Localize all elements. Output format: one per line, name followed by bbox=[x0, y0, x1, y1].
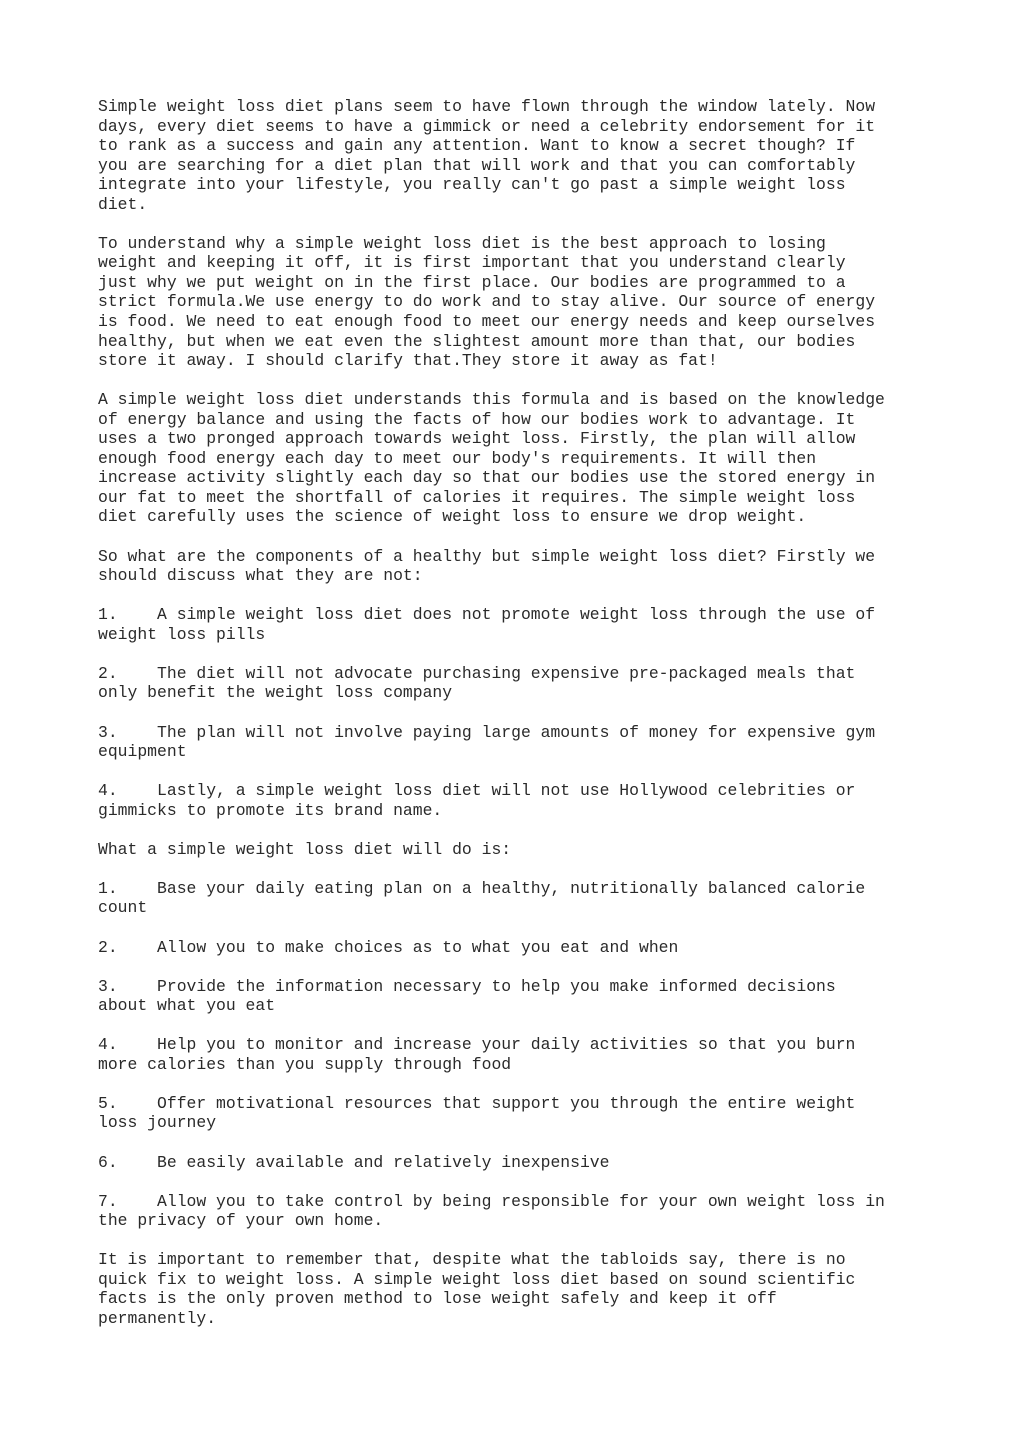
not-list-item: 3. The plan will not involve paying large amounts of money for expensive gym equipment bbox=[98, 722, 876, 762]
not-list-item: 1. A simple weight loss diet does not promote weight loss through the use of weight loss pills bbox=[98, 605, 876, 644]
do-list-item: 3. Provide the information necessary to help you make informed decisions about what you eat bbox=[98, 976, 836, 1016]
formula-paragraph: A simple weight loss diet understands this formula and is based on the knowledge of energy balance and using the facts of how our bodies work to advantage. It uses a two pronged approach towards weight loss. Firstly, the plan will allow enough food energy each day to meet our body's requirements. It will then increase activity slightly each day so that our bodies use the stored energy in our fat to meet the shortfall of calories it requires. The simple weight loss diet carefully uses the science of weight loss to ensure we drop weight. bbox=[98, 390, 885, 527]
do-list-item: 2. Allow you to make choices as to what you eat and when bbox=[98, 937, 679, 957]
conclusion-paragraph: It is important to remember that, despite what the tabloids say, there is no quick fix to weight loss. A simple weight loss diet based on sound scientific facts is the only proven method to lose weight safely and keep it off permanently. bbox=[98, 1250, 856, 1328]
intro-paragraph: Simple weight loss diet plans seem to have flown through the window lately. Now days, every diet seems to have a gimmick or need a celebrity endorsement for it to rank as a success and gain any attention. Want to know a secret though? If you are searching for a diet plan that will work and that you can comfortably integrate into your lifestyle, you really can't go past a simple weight loss diet. bbox=[98, 97, 876, 214]
energy-paragraph: To understand why a simple weight loss diet is the best approach to losing weight and keeping it off, it is first important that you understand clearly just why we put weight on in the first place. Our bodies are programmed to a strict formula.We use energy to do work and to stay alive. Our source of energy is food. We need to eat enough food to meet our energy needs and keep ourselves healthy, but when we eat even the slightest amount more than that, our bodies store it away. I should clarify that.They store it away as fat! bbox=[98, 233, 876, 371]
do-list-item: 4. Help you to monitor and increase your daily activities so that you burn more calories than you supply through food bbox=[98, 1035, 856, 1074]
do-list-item: 7. Allow you to take control by being responsible for your own weight loss in the privacy of your own home. bbox=[98, 1191, 885, 1231]
do-list-item: 5. Offer motivational resources that support you through the entire weight loss journey bbox=[98, 1093, 856, 1133]
not-list-item: 2. The diet will not advocate purchasing expensive pre-packaged meals that only benefit the weight loss company bbox=[98, 663, 856, 703]
components-paragraph: So what are the components of a healthy but simple weight loss diet? Firstly we should discuss what they are not: bbox=[98, 546, 876, 586]
not-list-item: 4. Lastly, a simple weight loss diet will not use Hollywood celebrities or gimmicks to promote its brand name. bbox=[98, 781, 856, 820]
document-page bbox=[98, 97, 998, 1348]
do-list-item: 1. Base your daily eating plan on a healthy, nutritionally balanced calorie count bbox=[98, 878, 866, 918]
do-list-heading: What a simple weight loss diet will do is: bbox=[98, 839, 512, 859]
do-list-item: 6. Be easily available and relatively inexpensive bbox=[98, 1152, 610, 1172]
